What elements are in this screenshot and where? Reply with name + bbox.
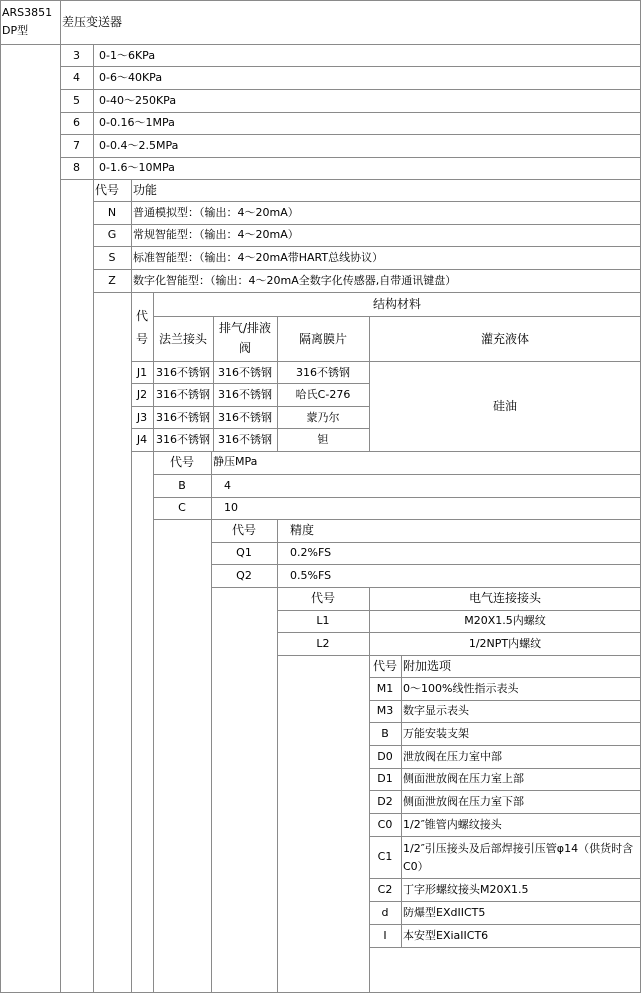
electrical-code: L2	[316, 637, 330, 650]
option-code: M1	[376, 682, 394, 695]
option-value: 本安型EXiaIICT6	[403, 929, 489, 942]
material-code: J1	[136, 366, 148, 379]
electrical-value: 1/2NPT内螺纹	[468, 637, 542, 650]
option-code: M3	[376, 704, 394, 717]
grid-line	[153, 519, 641, 520]
accuracy-code: Q1	[236, 546, 252, 559]
grid-line	[211, 451, 212, 993]
grid-line	[369, 677, 641, 678]
function-code: S	[108, 251, 116, 264]
option-value: 侧面泄放阀在压力室上部	[403, 772, 524, 785]
accuracy-code: Q2	[236, 569, 252, 582]
range-code: 4	[73, 71, 80, 84]
range-code: 8	[73, 161, 80, 174]
product-title: 差压变送器	[62, 15, 123, 29]
grid-line	[93, 44, 94, 993]
material-diaphragm: 哈氏C-276	[295, 388, 351, 401]
material-vent: 316不锈钢	[218, 366, 272, 379]
grid-line	[369, 813, 641, 814]
grid-line	[131, 383, 369, 384]
grid-line	[369, 700, 641, 701]
grid-line	[369, 722, 641, 723]
material-code: J3	[136, 411, 148, 424]
function-value: 数字化智能型：（输出：4～20mA全数字化传感器,自带通讯键盘）	[133, 274, 457, 287]
electrical-code-header: 代号	[310, 591, 335, 605]
function-code-header: 代号	[95, 183, 120, 197]
static-code: B	[178, 479, 186, 492]
option-code: C1	[377, 850, 393, 863]
option-value: 1/2″引压接头及后部焊接引压管φ14（供货时含C0）	[403, 842, 634, 873]
material-vent: 316不锈钢	[218, 411, 272, 424]
option-code: C2	[377, 883, 393, 896]
grid-line	[369, 836, 641, 837]
grid-line	[401, 655, 402, 947]
grid-line	[131, 361, 641, 362]
option-value: 防爆型EXdIICT5	[403, 906, 486, 919]
material-code-header-top: 代	[135, 309, 148, 323]
accuracy-value: 0.2%FS	[290, 546, 332, 559]
grid-line	[93, 269, 641, 270]
grid-line	[60, 112, 641, 113]
material-flange: 316不锈钢	[156, 433, 210, 446]
accuracy-header: 精度	[290, 523, 315, 537]
material-flange: 316不锈钢	[156, 388, 210, 401]
option-value: 万能安装支架	[403, 727, 469, 740]
electrical-code: L1	[316, 614, 330, 627]
grid-line	[0, 0, 1, 993]
option-value: 1/2″锥管内螺纹接头	[403, 818, 502, 831]
option-value: 侧面泄放阀在压力室下部	[403, 795, 524, 808]
col-diaphragm: 隔离膜片	[298, 332, 347, 346]
static-header: 静压MPa	[213, 455, 258, 468]
grid-line	[369, 745, 641, 746]
option-value: 数字显示表头	[403, 704, 469, 717]
range-value: 0-6～40KPa	[99, 71, 163, 84]
model-label: ARS3851	[2, 6, 53, 19]
material-flange: 316不锈钢	[156, 366, 210, 379]
material-code-header-bottom: 号	[135, 332, 148, 346]
grid-line	[131, 406, 369, 407]
range-code: 5	[73, 94, 80, 107]
function-header: 功能	[133, 183, 158, 197]
grid-line	[211, 564, 641, 565]
grid-line	[369, 924, 641, 925]
material-vent: 316不锈钢	[218, 433, 272, 446]
material-vent: 316不锈钢	[218, 388, 272, 401]
grid-line	[60, 179, 641, 180]
electrical-value: M20X1.5内螺纹	[464, 614, 546, 627]
static-value: 10	[224, 501, 238, 514]
col-vent-top: 排气/排液	[218, 321, 272, 335]
range-value: 0-0.16～1MPa	[99, 116, 175, 129]
grid-line	[60, 134, 641, 135]
grid-line	[369, 947, 641, 948]
material-flange: 316不锈钢	[156, 411, 210, 424]
static-value: 4	[224, 479, 231, 492]
col-vent-bottom: 阀	[238, 341, 251, 355]
grid-line	[60, 157, 641, 158]
option-value: 丁字形螺纹接头M20X1.5	[403, 883, 529, 896]
range-code: 3	[73, 49, 80, 62]
type-label: DP型	[2, 24, 29, 37]
options-code-header: 代号	[373, 659, 398, 673]
static-code: C	[178, 501, 186, 514]
grid-line	[213, 316, 214, 451]
static-code-header: 代号	[170, 455, 195, 469]
material-diaphragm: 316不锈钢	[296, 366, 350, 379]
accuracy-code-header: 代号	[232, 523, 257, 537]
grid-line	[369, 768, 641, 769]
grid-line	[277, 655, 641, 656]
material-code: J2	[136, 388, 148, 401]
grid-line	[153, 316, 641, 317]
grid-line	[153, 497, 641, 498]
option-code: D2	[377, 795, 393, 808]
option-code: D1	[377, 772, 393, 785]
grid-line	[0, 0, 641, 1]
grid-line	[211, 542, 641, 543]
electrical-header: 电气连接接头	[468, 591, 541, 605]
range-value: 0-1.6～10MPa	[99, 161, 175, 174]
function-value: 普通模拟型：（输出：4～20mA）	[133, 206, 299, 219]
range-value: 0-40～250KPa	[99, 94, 177, 107]
fill-value: 硅油	[492, 399, 517, 413]
material-group-title: 结构材料	[372, 297, 421, 311]
function-value: 标准智能型：（输出：4～20mA带HART总线协议）	[133, 251, 384, 264]
grid-line	[369, 878, 641, 879]
material-diaphragm: 钽	[317, 433, 329, 446]
option-code: B	[381, 727, 389, 740]
grid-line	[93, 201, 641, 202]
option-code: d	[381, 906, 389, 919]
function-code: Z	[108, 274, 116, 287]
grid-line	[277, 632, 641, 633]
grid-line	[60, 66, 641, 67]
function-code: G	[107, 228, 117, 241]
grid-line	[60, 89, 641, 90]
function-value: 常规智能型：（输出：4～20mA）	[133, 228, 299, 241]
grid-line	[0, 44, 641, 45]
accuracy-value: 0.5%FS	[290, 569, 332, 582]
range-code: 7	[73, 139, 80, 152]
option-code: I	[383, 929, 387, 942]
range-value: 0-0.4～2.5MPa	[99, 139, 179, 152]
grid-line	[369, 790, 641, 791]
range-code: 6	[73, 116, 80, 129]
grid-line	[93, 246, 641, 247]
col-flange: 法兰接头	[158, 332, 207, 346]
grid-line	[369, 901, 641, 902]
grid-line	[153, 474, 641, 475]
option-value: 泄放阀在压力室中部	[403, 750, 502, 763]
grid-line	[131, 428, 369, 429]
option-code: C0	[377, 818, 393, 831]
function-code: N	[107, 206, 117, 219]
grid-line	[131, 451, 641, 452]
option-code: D0	[377, 750, 393, 763]
grid-line	[131, 179, 132, 993]
material-code: J4	[136, 433, 148, 446]
option-value: 0～100%线性指示表头	[403, 682, 519, 695]
options-header: 附加选项	[403, 659, 452, 673]
col-fill: 灌充液体	[480, 332, 529, 346]
grid-line	[277, 610, 641, 611]
grid-line	[93, 224, 641, 225]
range-value: 0-1～6KPa	[99, 49, 156, 62]
grid-line	[93, 292, 641, 293]
material-diaphragm: 蒙乃尔	[306, 411, 340, 424]
grid-line	[211, 587, 641, 588]
